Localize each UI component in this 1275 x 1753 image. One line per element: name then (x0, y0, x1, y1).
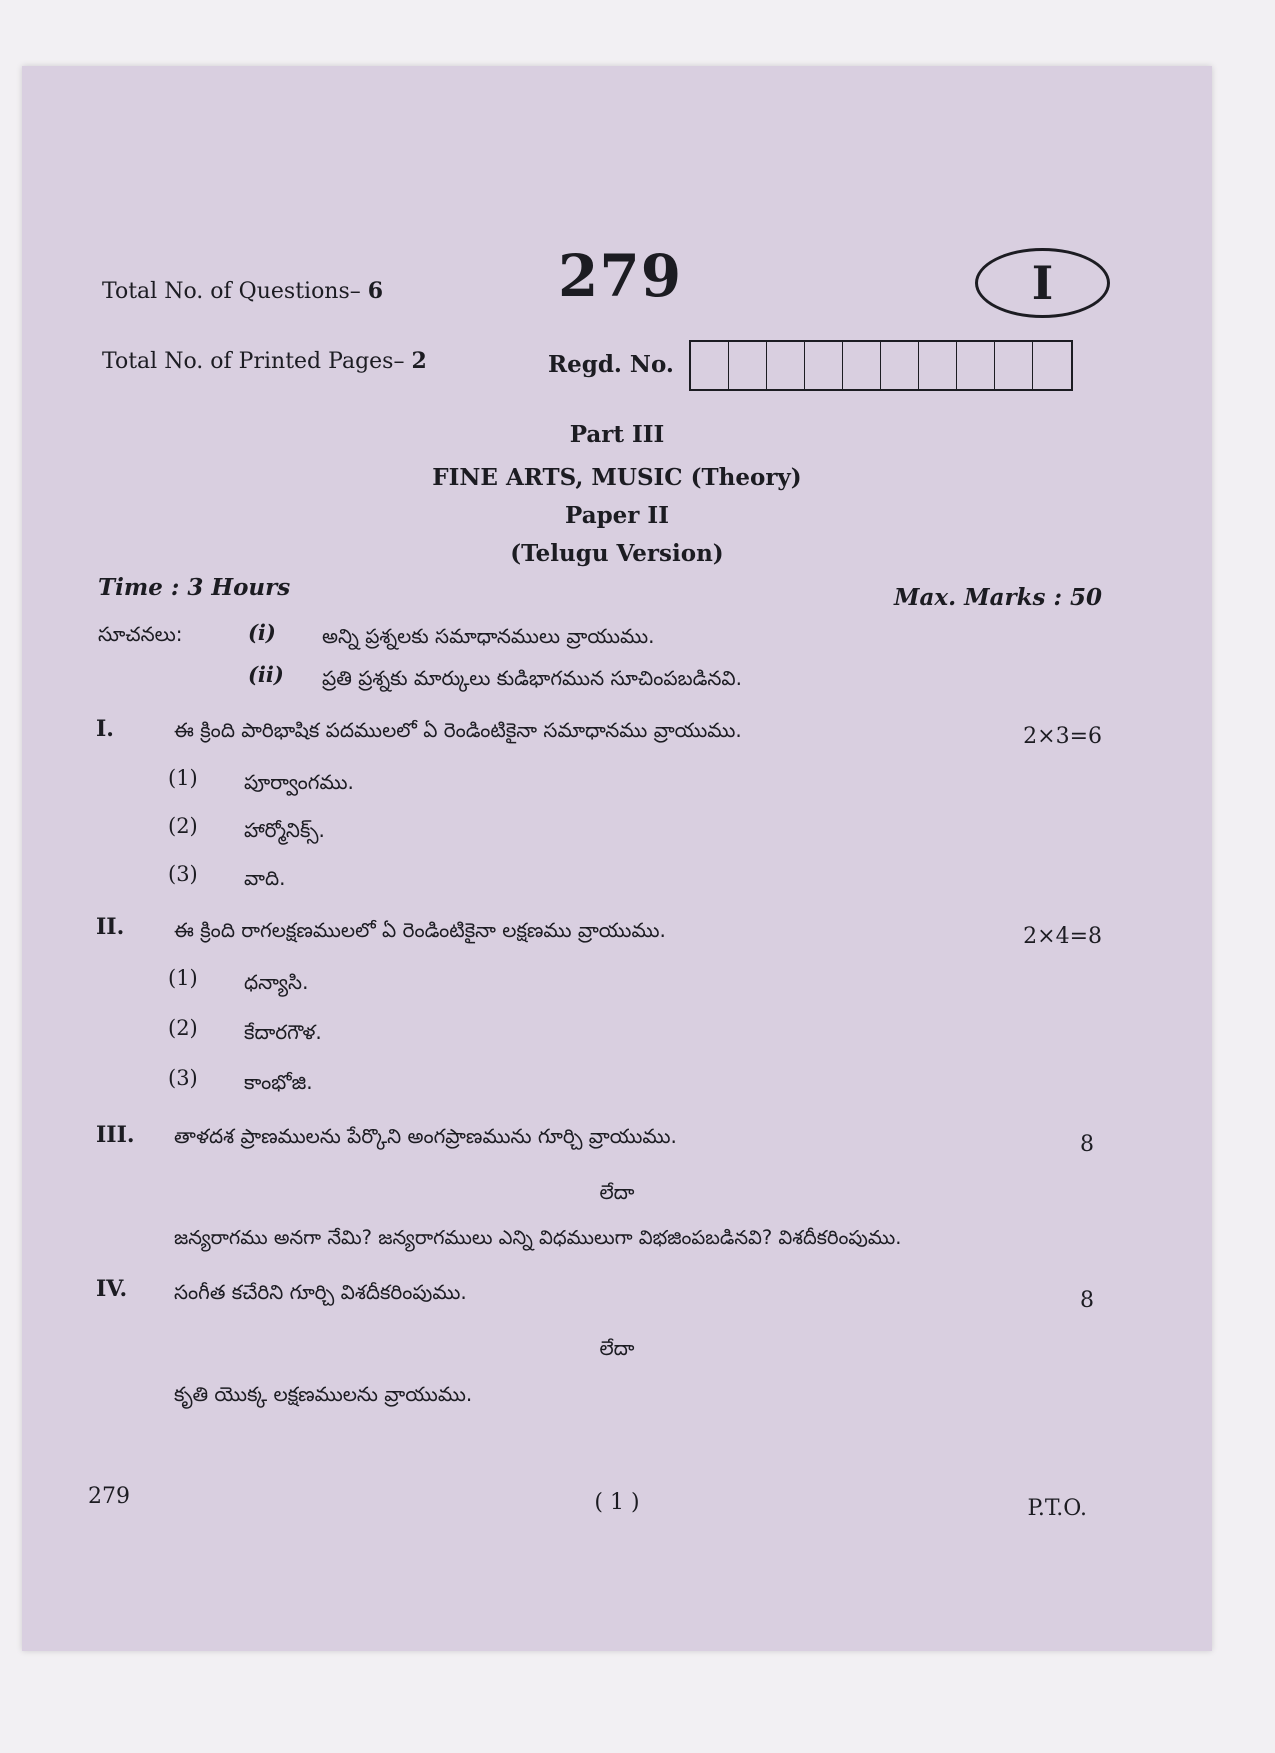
question-marks: 8 (1080, 1288, 1094, 1313)
question-text: ఈ క్రింది రాగలక్షణములలో ఏ రెండింటికైనా లక్షణము వ్రాయుము. (174, 918, 666, 942)
total-questions (102, 278, 383, 304)
subitem-number: (1) (168, 766, 198, 790)
question-number: II. (96, 914, 125, 940)
subitem-number: (1) (168, 966, 198, 990)
subject-heading: FINE ARTS, MUSIC (Theory) (432, 464, 802, 491)
or-separator: లేదా (599, 1180, 635, 1204)
set-label: I (1031, 256, 1054, 310)
total-questions-label: Total No. of Questions– (102, 279, 361, 304)
paper-heading: Paper II (565, 502, 669, 529)
footer-page-number: ( 1 ) (594, 1490, 640, 1515)
subitem-number: (2) (168, 814, 198, 838)
regd-box[interactable] (995, 342, 1033, 389)
part-heading: Part III (569, 421, 665, 448)
subitem-number: (3) (168, 862, 198, 886)
regd-box[interactable] (691, 342, 729, 389)
regd-box[interactable] (919, 342, 957, 389)
regd-box[interactable] (843, 342, 881, 389)
version-heading: (Telugu Version) (510, 540, 724, 567)
question-number: IV. (96, 1276, 128, 1302)
regd-label: Regd. No. (548, 351, 674, 378)
footer-paper-code: 279 (88, 1484, 130, 1509)
total-pages-value: 2 (411, 348, 427, 374)
subitem-text: హార్మోనిక్స్. (244, 818, 325, 842)
regd-box[interactable] (805, 342, 843, 389)
total-questions-value: 6 (367, 278, 384, 304)
subitem-number: (3) (168, 1066, 198, 1090)
regd-box[interactable] (957, 342, 995, 389)
regd-box[interactable] (881, 342, 919, 389)
subitem-number: (2) (168, 1016, 198, 1040)
time-label: Time : 3 Hours (98, 574, 291, 601)
subitem-text: పూర్వాంగము. (244, 770, 354, 794)
paper-code: 279 (558, 242, 683, 310)
total-pages (102, 348, 427, 374)
subitem-text: వాది. (244, 866, 286, 890)
question-paper-page (22, 66, 1212, 1651)
regd-number-boxes[interactable] (689, 340, 1073, 391)
instruction-text: ప్రతి ప్రశ్నకు మార్కులు కుడిభాగమున సూచింపబడినవి. (322, 666, 742, 690)
total-pages-label: Total No. of Printed Pages– (102, 349, 405, 374)
regd-box[interactable] (729, 342, 767, 389)
question-marks: 8 (1080, 1132, 1094, 1157)
instruction-text: అన్ని ప్రశ్నలకు సమాధానములు వ్రాయుము. (322, 624, 655, 648)
max-marks-label: Max. Marks : 50 (894, 584, 1102, 611)
subitem-text: కాంభోజి. (244, 1070, 313, 1094)
instructions-label: సూచనలు: (98, 622, 183, 646)
set-badge (975, 248, 1110, 318)
footer-pto: P.T.O. (1027, 1496, 1087, 1521)
subitem-text: కేదారగౌళ. (244, 1020, 322, 1044)
regd-box[interactable] (1033, 342, 1071, 389)
instruction-num: (ii) (248, 662, 284, 687)
alternate-question-text: జన్యరాగము అనగా నేమి? జన్యరాగములు ఎన్ని విధములుగా విభజింపబడినవి? విశదీకరింపుము. (174, 1226, 902, 1249)
instruction-num: (i) (248, 620, 276, 645)
or-separator: లేదా (599, 1336, 635, 1360)
question-number: I. (96, 716, 114, 742)
alternate-question-text: కృతి యొక్క లక్షణములను వ్రాయుము. (174, 1382, 473, 1406)
regd-box[interactable] (767, 342, 805, 389)
subitem-text: ధన్యాసి. (244, 970, 309, 994)
question-text: తాళదశ ప్రాణములను పేర్కొని అంగప్రాణమును గూర్చి వ్రాయుము. (174, 1124, 677, 1148)
question-marks: 2×4=8 (1023, 924, 1102, 949)
question-text: సంగీత కచేరిని గూర్చి విశదీకరింపుము. (174, 1280, 467, 1304)
question-marks: 2×3=6 (1023, 724, 1102, 749)
question-number: III. (96, 1122, 135, 1148)
question-text: ఈ క్రింది పారిభాషిక పదములలో ఏ రెండింటికైనా సమాధానము వ్రాయుము. (174, 718, 742, 742)
